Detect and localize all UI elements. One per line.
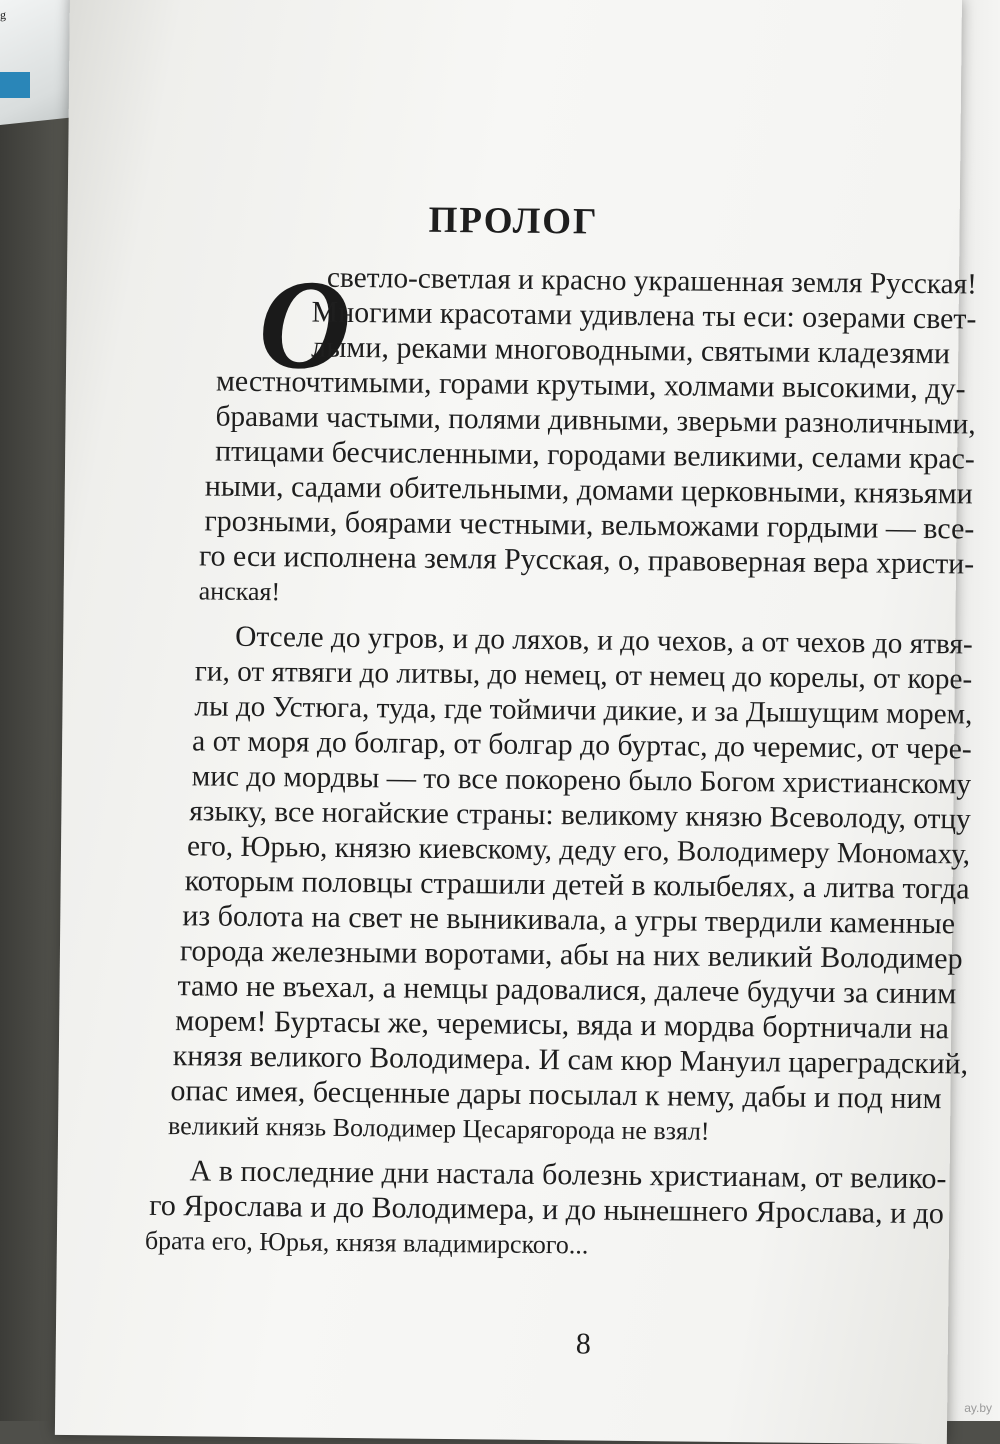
text-line: лыми, реками многоводными, святыми кладезями [311, 330, 951, 371]
drop-cap: О [257, 252, 352, 396]
text-line: анская! [198, 576, 281, 607]
text-line: опас имея, бесценные дары посылал к нему, дабы и под ним [170, 1074, 942, 1116]
text-line: а от моря до болгар, от болгар до буртас, до черемис, от чере- [191, 725, 972, 766]
page-number: 8 [575, 1327, 592, 1361]
text-line: ги, от ятвяги до литвы, до немец, от немец до корелы, от коре- [194, 655, 973, 696]
text-line: мис до мордвы — то все покорено было Богом христианскому [191, 760, 972, 801]
text-line: бравами частыми, полями дивными, зверьми разноличными, [215, 400, 976, 441]
text-line: светло-светлая и красно украшенная земля Русская! [326, 261, 978, 301]
text-line: го Ярослава и до Володимера, и до нынешнего Ярослава, и до [149, 1188, 945, 1231]
text-line: Отселе до угров, и до ляхов, и до чехов, а от чехов до ятвя- [235, 620, 973, 661]
text-line: Многими красотами удивлена ты еси: озерами свет- [311, 295, 977, 336]
text-line: брата его, Юрья, князя владимирского... [144, 1225, 589, 1260]
text-line: языку, все ногайские страны: великому князю Всеволоду, отцу [189, 795, 971, 836]
text-line: лы до Устюга, туда, где тоймичи дикие, и за Дышущим морем, [194, 690, 973, 731]
text-line: местночтимыми, горами крутыми, холмами высокими, ду- [215, 364, 966, 406]
text-line: которым половцы страшили детей в колыбелях, а литва тогда [184, 864, 970, 906]
background-book-stripe [0, 72, 30, 98]
text-line: из болота на свет не выникивала, а угры твердили каменные [182, 899, 956, 941]
background-book-label: g [0, 7, 6, 22]
text-line: его, Юрью, князю киевскому, деду его, Володимеру Мономаху, [186, 830, 971, 871]
text-line: го еси исполнена земля Русская, о, правоверная вера христи- [198, 539, 975, 581]
text-line: великий князь Володимер Цесарягорода не взял! [167, 1111, 710, 1146]
text-line: тамо не въехал, а немцы радовалися, далече будучи за синим [177, 969, 957, 1011]
text-line: морем! Буртасы же, черемисы, вяда и мордва бортничали на [175, 1004, 950, 1046]
text-line: ными, садами обительными, домами церковными, князьями [204, 469, 973, 511]
text-line: птицами бесчисленными, городами великими, селами крас- [215, 434, 975, 476]
text-line: А в последние дни настала болезнь христианам, от велико- [189, 1154, 947, 1196]
text-line: князя великого Володимера. И сам кюр Мануил цареградский, [172, 1039, 969, 1081]
watermark: ay.by [964, 1401, 992, 1415]
text-line: грозными, боярами честными, вельможами гордыми — все- [204, 504, 975, 546]
page-title: ПРОЛОГ [428, 199, 599, 243]
text-line: города железными воротами, абы на них великий Володимер [179, 934, 963, 976]
